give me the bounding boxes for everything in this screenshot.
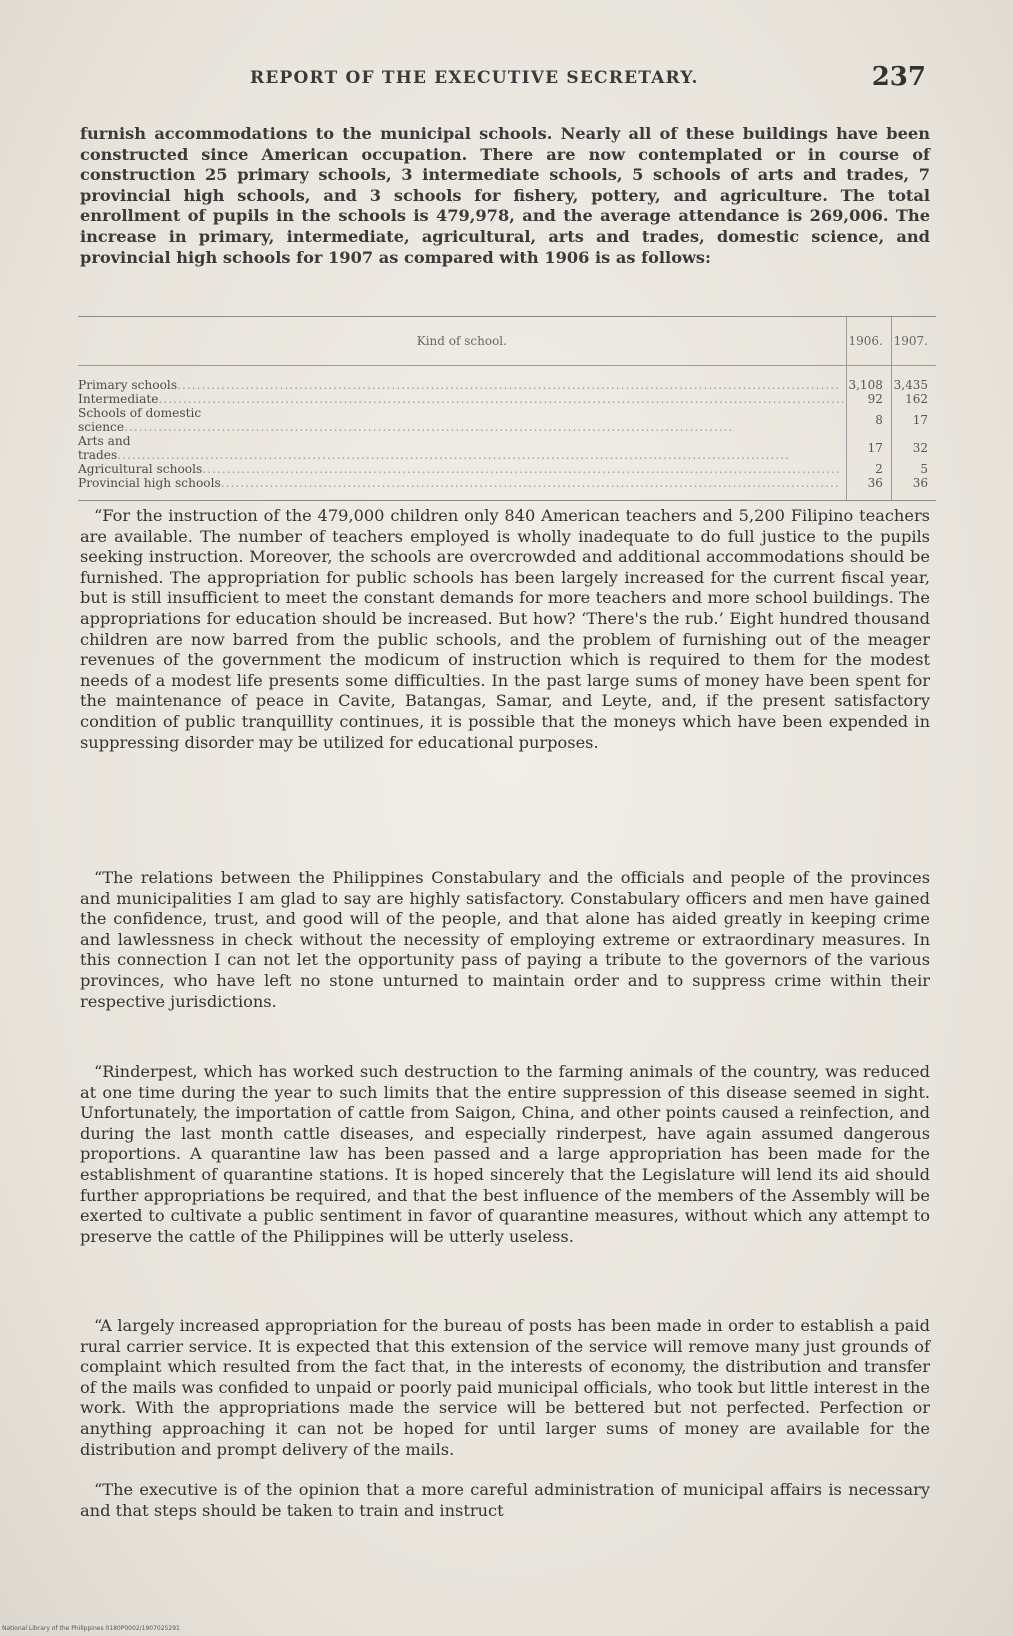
header-1907: 1907.	[891, 317, 936, 366]
cell-1907: 3,435	[891, 366, 936, 393]
header-1906: 1906.	[846, 317, 891, 366]
paragraph-3: “The relations between the Philippines Constabulary and the officials and people of the provinces and municipalities I am glad to say are highly satisfactory. Constabulary officers and men have gained the confidence, trust, and good will of the people, and that alone has aided greatly in keeping crime and lawlessness in check without the necessity of employing extreme or extraordinary measures. In this connection I can not let the opportunity pass of paying a tribute to the governors of the various provinces, who have left no stone unturned to maintain order and to suppress crime within their respective jurisdictions.	[80, 868, 930, 1011]
page-header	[80, 64, 932, 100]
table-row: Primary schools........................................................................................................................................ 3,108 3,435	[78, 366, 936, 393]
cell-1907: 162	[891, 392, 936, 406]
cell-1906: 17	[846, 434, 891, 462]
cell-1907: 32	[891, 434, 936, 462]
cell-1906: 92	[846, 392, 891, 406]
row-label: Primary schools	[78, 378, 178, 392]
paragraph-2: “For the instruction of the 479,000 children only 840 American teachers and 5,200 Filipino teachers are available. The number of teachers employed is wholly inadequate to do full justice to the pupils seeking instruction. Moreover, the schools are overcrowded and additional accommodations should be furnished. The appropriation for public schools has been largely increased for the current fiscal year, but is still insufficient to meet the constant demands for more teachers and more school buildings. The appropriations for education should be increased. But how? ‘There's the rub.’ Eight hundred thousand children are now barred from the public schools, and the problem of furnishing out of the meager revenues of the government the modicum of instruction which is required to them for the modest needs of a modest life presents some difficulties. In the past large sums of money have been spent for the maintenance of peace in Cavite, Batangas, Samar, and Leyte, and, if the present satisfactory condition of public tranquillity continues, it is possible that the moneys which have been expended in suppressing disorder may be utilized for educational purposes.	[80, 506, 930, 752]
header-kind-of-school: Kind of school.	[78, 317, 846, 366]
table-row: Schools of domestic science............................................................................................................................. 8 17	[78, 406, 936, 434]
row-label: Arts and trades	[78, 434, 131, 462]
row-label: Intermediate	[78, 392, 159, 406]
page-number: 237	[871, 62, 926, 92]
table-row: Arts and trades.......................................................................................................................................... 17 32	[78, 434, 936, 462]
table-row: Provincial high schools............................................................................................................................... 36 36	[78, 476, 936, 500]
cell-1906: 3,108	[846, 366, 891, 393]
row-label: Schools of domestic science	[78, 406, 202, 434]
cell-1906: 2	[846, 462, 891, 476]
library-footer: National Library of the Philippines 0180P0002/1907025291	[2, 1625, 180, 1632]
table-row: Agricultural schools................................................................................................................................... 2 5	[78, 462, 936, 476]
row-label: Provincial high schools	[78, 476, 221, 490]
paragraph-1: furnish accommodations to the municipal schools. Nearly all of these buildings have been constructed since American occupation. There are now contemplated or in course of construction 25 primary schools, 3 intermediate schools, 5 schools of arts and trades, 7 provincial high schools, and 3 schools for fishery, pottery, and agriculture. The total enrollment of pupils in the schools is 479,978, and the average attendance is 269,006. The increase in primary, intermediate, agricultural, arts and trades, domestic science, and provincial high schools for 1907 as compared with 1906 is as follows:	[80, 124, 930, 267]
cell-1907: 5	[891, 462, 936, 476]
table-row: Intermediate............................................................................................................................................. 92 162	[78, 392, 936, 406]
paragraph-5: “A largely increased appropriation for the bureau of posts has been made in order to establish a paid rural carrier service. It is expected that this extension of the service will remove many just grounds of complaint which resulted from the fact that, in the interests of economy, the distribution and transfer of the mails was confided to unpaid or poorly paid municipal officials, who took but little interest in the work. With the appropriations made the service will be bettered but not perfected. Perfection or anything approaching it can not be hoped for until larger sums of money are available for the distribution and prompt delivery of the mails.	[80, 1316, 930, 1459]
cell-1907: 36	[891, 476, 936, 500]
cell-1906: 8	[846, 406, 891, 434]
cell-1907: 17	[891, 406, 936, 434]
cell-1906: 36	[846, 476, 891, 500]
table-header-row	[78, 317, 936, 366]
paragraph-4: “Rinderpest, which has worked such destruction to the farming animals of the country, was reduced at one time during the year to such limits that the entire suppression of this disease seemed in sight. Unfortunately, the importation of cattle from Saigon, China, and other points caused a reinfection, and during the last month cattle diseases, and especially rinderpest, have again assumed dangerous proportions. A quarantine law has been passed and a large appropriation has been made for the establishment of quarantine stations. It is hoped sincerely that the Legislature will lend its aid should further appropriations be required, and that the best influence of the members of the Assembly will be exerted to cultivate a public sentiment in favor of quarantine measures, without which any attempt to preserve the cattle of the Philippines will be utterly useless.	[80, 1062, 930, 1246]
paragraph-6: “The executive is of the opinion that a more careful administration of municipal affairs is necessary and that steps should be taken to train and instruct	[80, 1480, 930, 1520]
row-label: Agricultural schools	[78, 462, 203, 476]
school-comparison-table	[78, 316, 936, 501]
running-title: REPORT OF THE EXECUTIVE SECRETARY.	[250, 68, 699, 88]
